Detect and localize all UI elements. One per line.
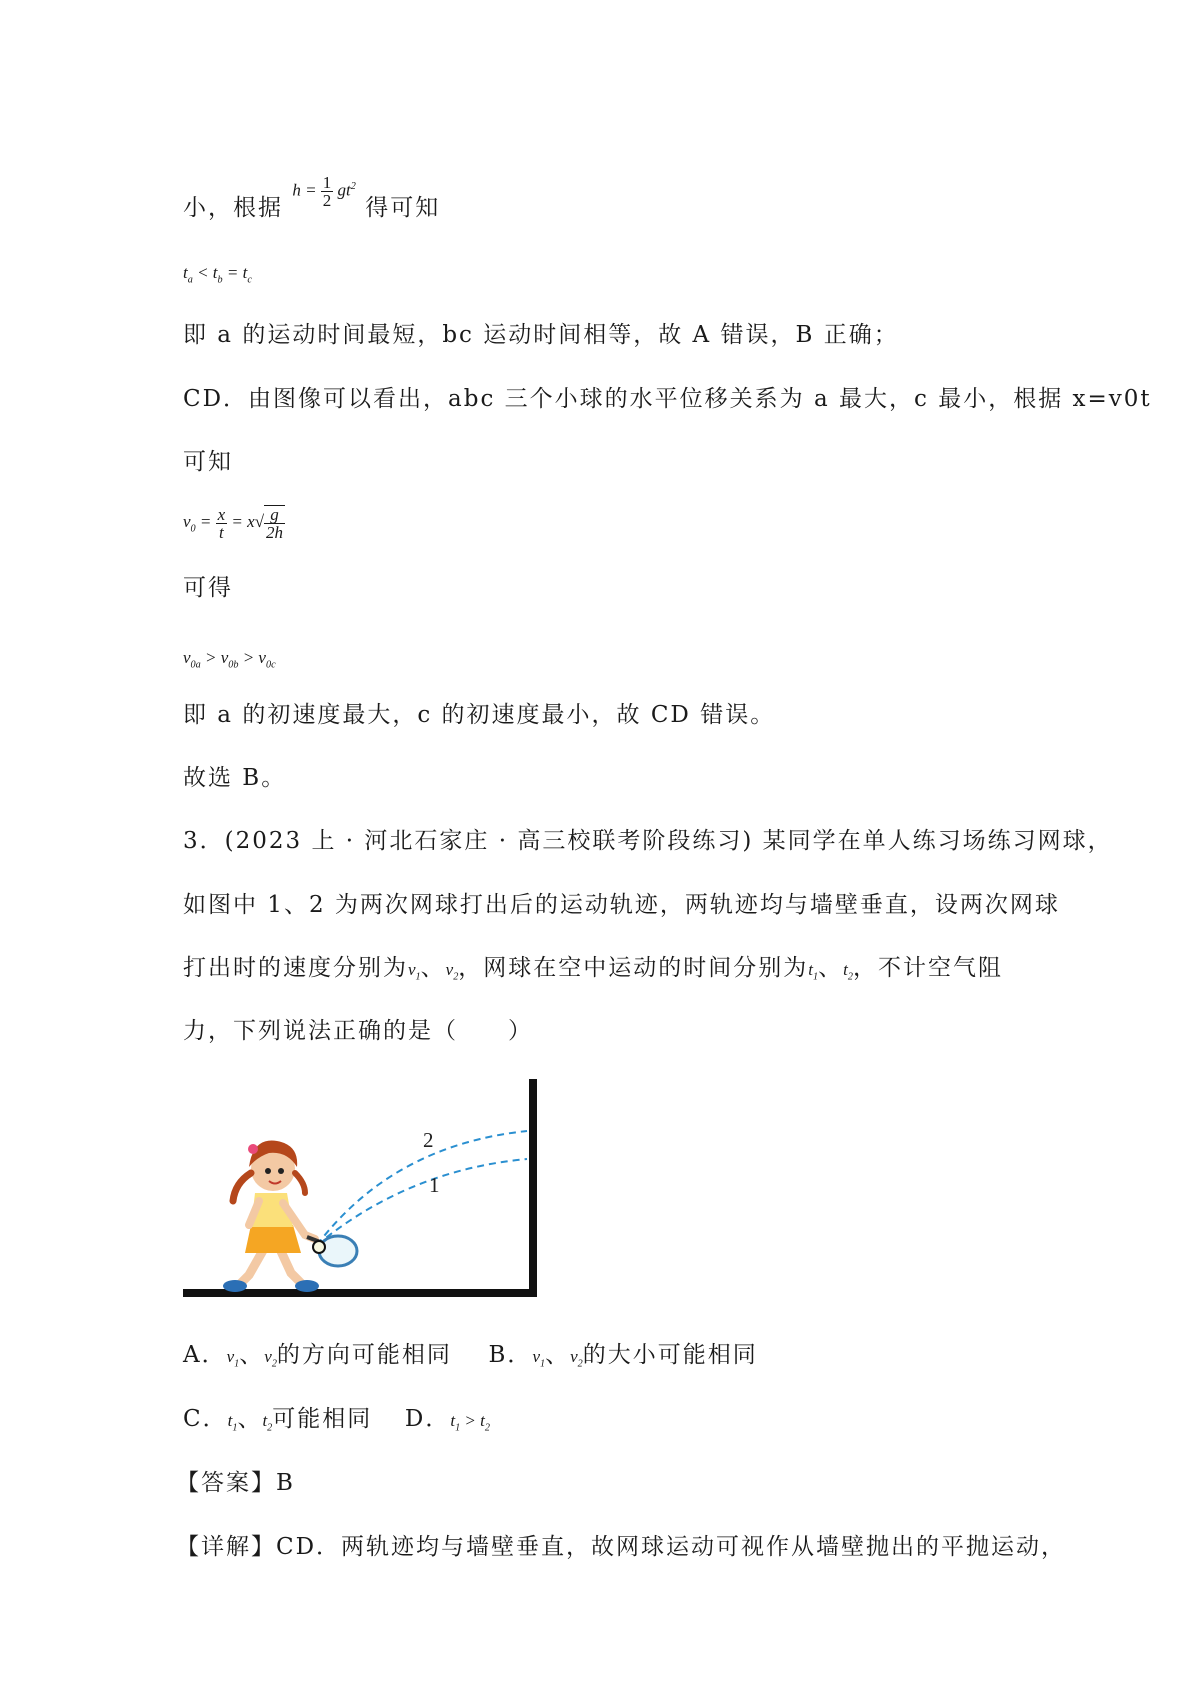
text: 得可知 [365, 195, 441, 221]
v2-symbol: $v_2$ [445, 960, 459, 983]
v1-symbol: $v_1$ [532, 1347, 546, 1370]
question-3-line-4: 力，下列说法正确的是（ ） [183, 1018, 533, 1044]
tennis-figure [183, 1075, 543, 1305]
trajectory-2 [317, 1131, 527, 1245]
option-c-text: 可能相同 [272, 1406, 373, 1432]
option-a-label: A． [183, 1342, 227, 1368]
text: 小，根据 [183, 195, 283, 221]
question-3-line-1: 3．(2023 上 · 河北石家庄 · 高三校联考阶段练习) 某同学在单人练习场练习网球， [183, 828, 1113, 854]
text-line-4: CD．由图像可以看出，abc 三个小球的水平位移关系为 a 最大，c 最小，根据 x=v0t [183, 386, 1152, 412]
text: ，不计空气阻 [852, 955, 1003, 981]
text: 打出时的速度分别为 [183, 955, 408, 981]
question-3-line-3 [183, 953, 1003, 985]
text-line-7: 可得 [183, 575, 233, 601]
question-3-line-2: 如图中 1、2 为两次网球打出后的运动轨迹，两轨迹均与墙壁垂直，设两次网球 [183, 892, 1060, 918]
text-line-10: 故选 B。 [183, 765, 287, 791]
formula-time-relation: $t_a < t_b = t_c$ [183, 263, 252, 286]
answer-line: 【答案】B [176, 1470, 295, 1496]
text: ，网球在空中运动的时间分别为 [458, 955, 809, 981]
v1-symbol: $v_1$ [226, 1347, 240, 1370]
v1-symbol: $v_1$ [408, 960, 421, 983]
v2-symbol: $v_2$ [264, 1347, 277, 1370]
trajectory-label-2: 2 [423, 1128, 434, 1152]
wall-line [529, 1079, 537, 1297]
t1-symbol: $t_1$ [808, 960, 819, 983]
t2-symbol: $t_2$ [843, 960, 853, 983]
v2-symbol: $v_2$ [570, 1347, 583, 1370]
option-b-label: B． [488, 1342, 533, 1368]
text: 、 [420, 955, 446, 981]
text: 、 [239, 1342, 265, 1368]
option-d-label: D． [404, 1406, 451, 1432]
option-c-d-line [183, 1404, 490, 1436]
trajectory-1 [317, 1159, 527, 1245]
t2-symbol: $t_2$ [262, 1411, 273, 1434]
text: 、 [237, 1406, 263, 1432]
text-line-9: 即 a 的初速度最大，c 的初速度最小，故 CD 错误。 [183, 702, 776, 728]
option-a-text: 的方向可能相同 [276, 1342, 452, 1368]
text: 、 [818, 955, 844, 981]
option-d-formula: $t_1 > t_2$ [450, 1411, 490, 1434]
text: 、 [545, 1342, 571, 1368]
trajectory-label-1: 1 [429, 1173, 440, 1197]
text-line-1 [183, 173, 441, 223]
tennis-girl-illustration [223, 1141, 357, 1292]
t1-symbol: $t_1$ [227, 1411, 238, 1434]
text-line-3: 即 a 的运动时间最短，bc 运动时间相等，故 A 错误，B 正确； [183, 322, 899, 348]
option-b-text: 的大小可能相同 [582, 1342, 758, 1368]
detail-line: 【详解】CD．两轨迹均与墙壁垂直，故网球运动可视作从墙壁抛出的平抛运动， [176, 1534, 1067, 1560]
option-c-label: C． [183, 1406, 228, 1432]
option-a-b-line [183, 1340, 758, 1372]
formula-v0: $v_0$ = $\frac{x}{t}$ = x√ $\frac{g}{2h}$ [183, 504, 284, 542]
text-line-5: 可知 [183, 449, 233, 475]
formula-v0-relation: $v_{0a} > v_{0b} > v_{0c}$ [183, 648, 276, 671]
formula-h: h = $\frac{1}{2}$ $gt^2$ [292, 173, 356, 210]
